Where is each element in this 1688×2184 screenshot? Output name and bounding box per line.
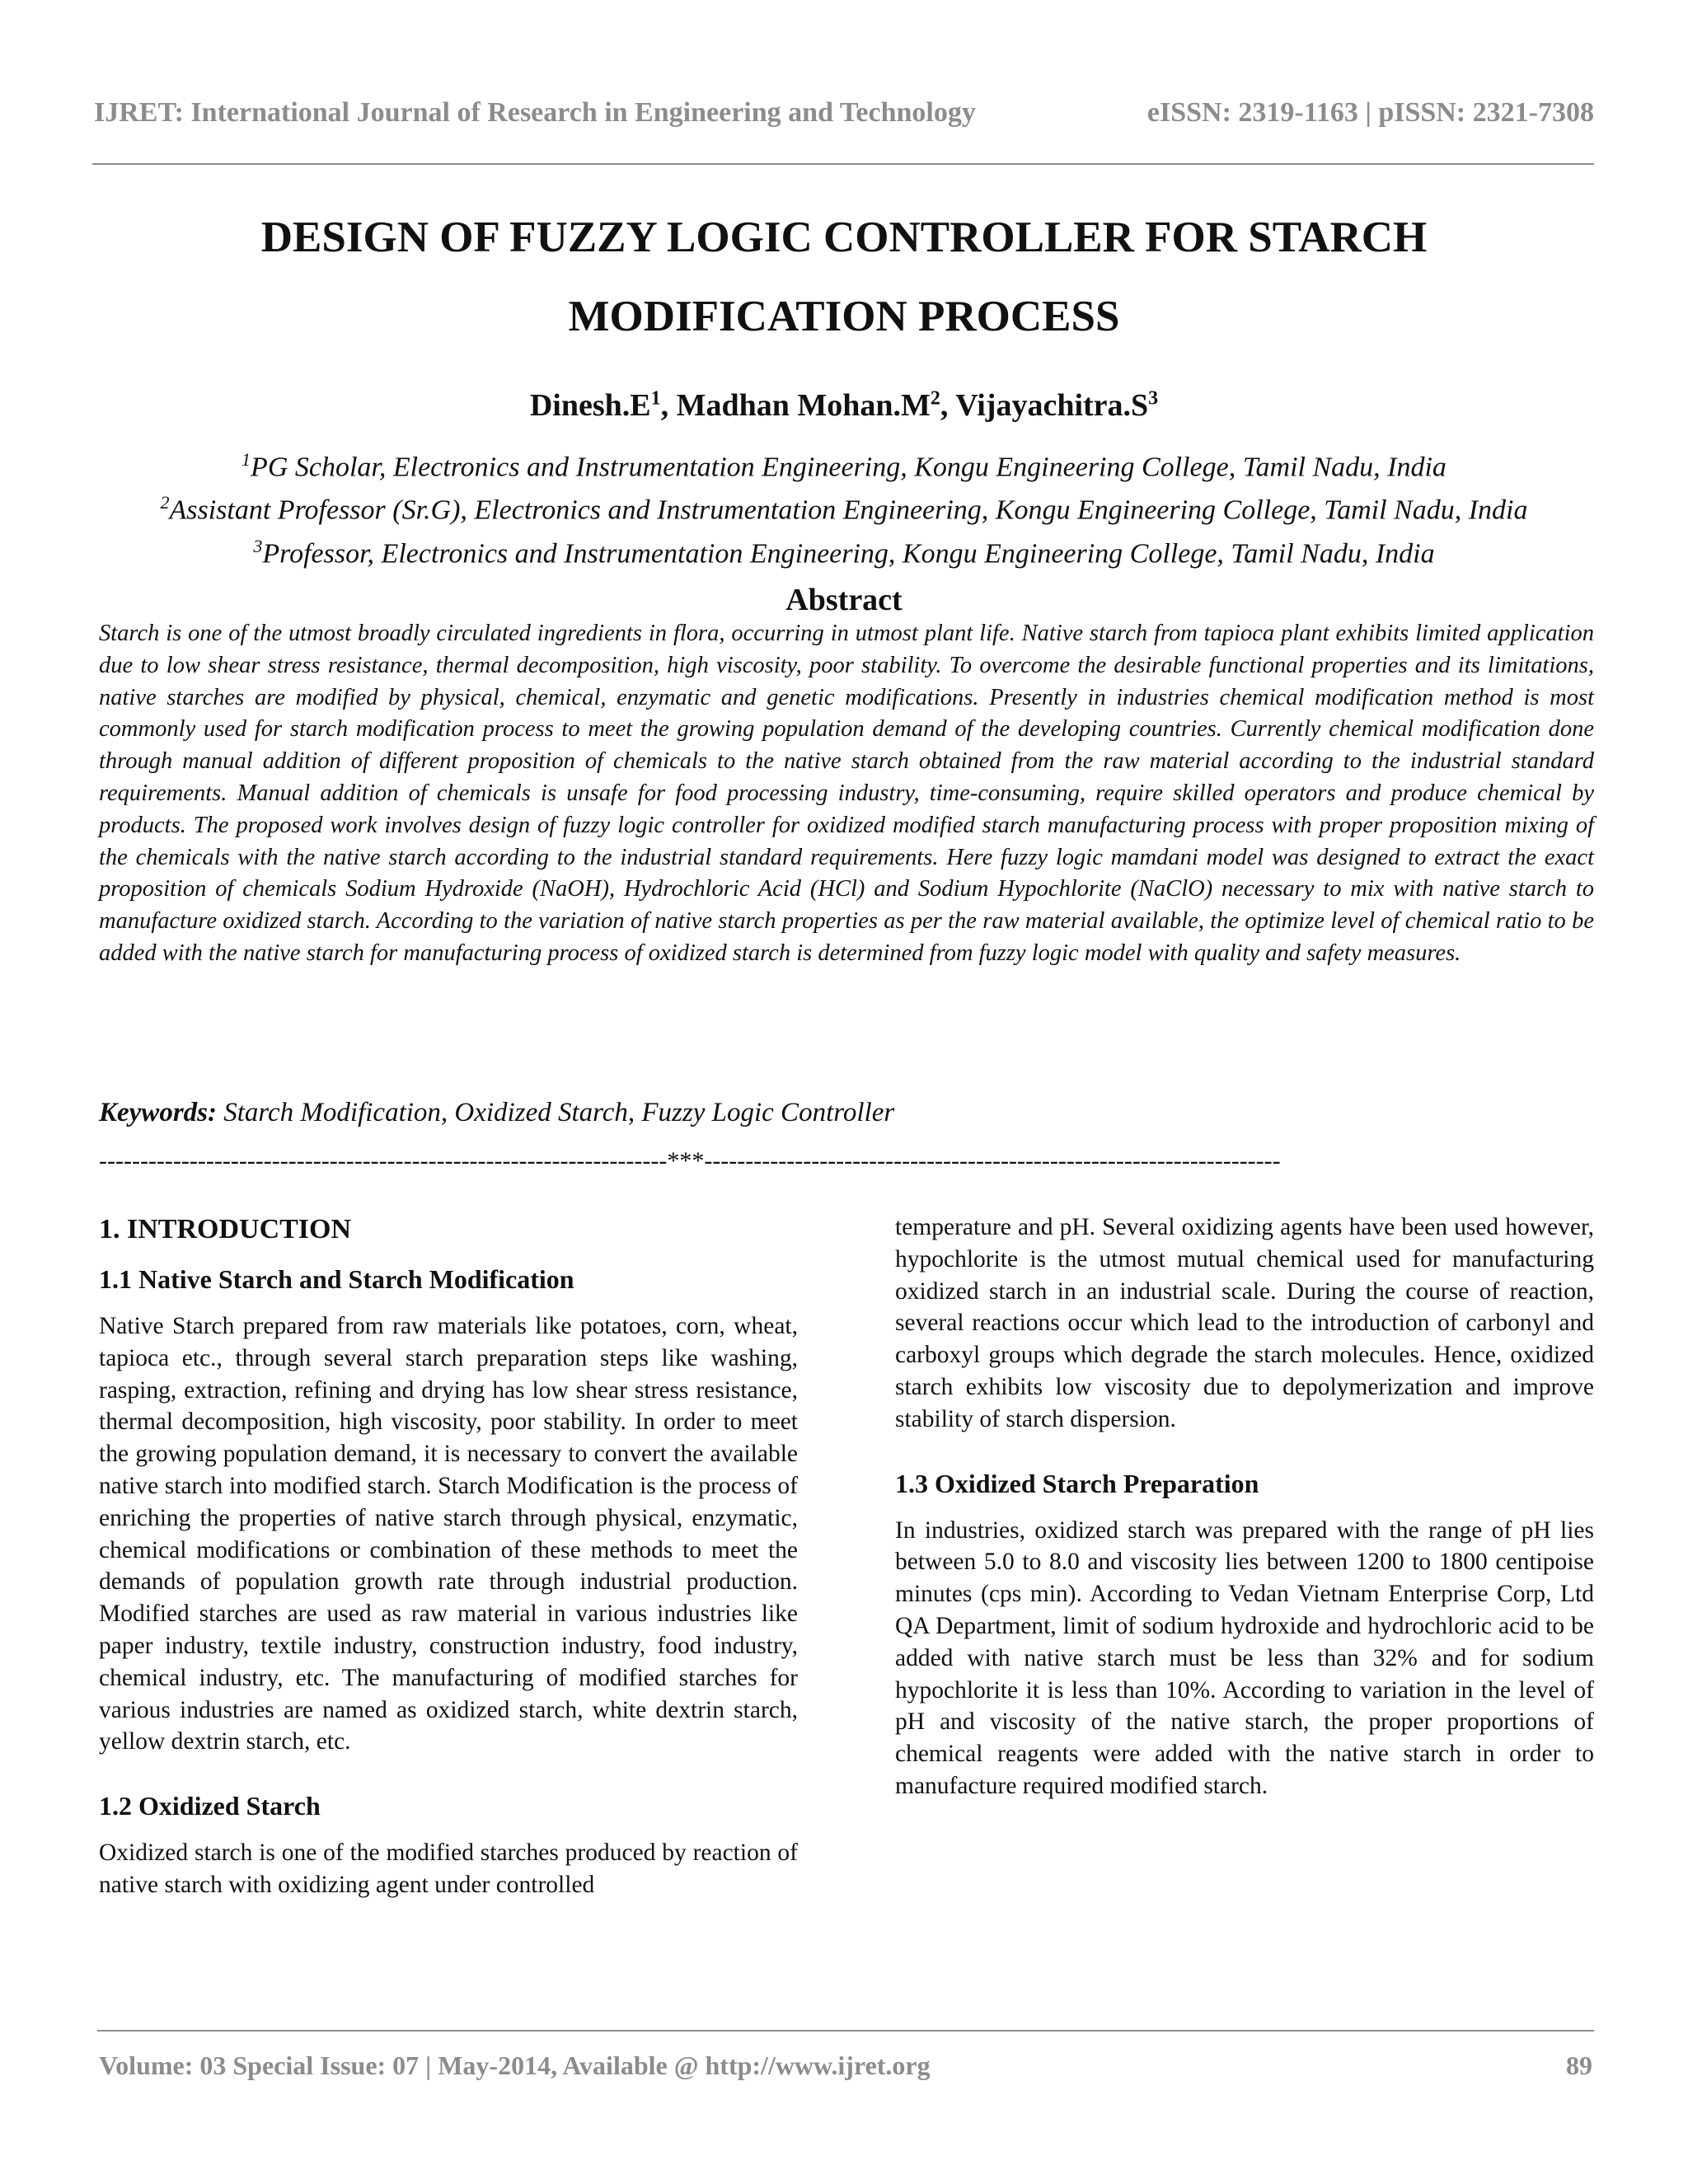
author-list [94, 387, 1594, 424]
paper-title [94, 198, 1594, 356]
abstract-heading: Abstract [785, 583, 903, 617]
subsection-heading-1-2: 1.2 Oxidized Starch [99, 1791, 321, 1821]
author-separator: , [660, 388, 677, 423]
title-line-1: DESIGN OF FUZZY LOGIC CONTROLLER FOR STARCH [260, 213, 1428, 261]
keywords-label: Keywords: [99, 1098, 217, 1127]
affiliation-text: PG Scholar, Electronics and Instrumentation Engineering, Kongu Engineering College, Tamil Nadu, India [251, 452, 1447, 483]
affiliation-line [94, 442, 1594, 485]
right-column [895, 1212, 1594, 1802]
author-affiliation-mark: 3 [1148, 387, 1159, 410]
affiliation-line [94, 485, 1594, 527]
affiliation-mark: 3 [253, 535, 263, 556]
subsection-heading-1-1: 1.1 Native Starch and Starch Modification [99, 1264, 574, 1294]
section-heading-introduction: 1. INTRODUCTION [99, 1214, 352, 1244]
issn-numbers: eISSN: 2319-1163 | pISSN: 2321-7308 [1146, 97, 1594, 128]
affiliation-line [94, 528, 1594, 571]
title-line-2: MODIFICATION PROCESS [568, 293, 1120, 340]
page-number: 89 [1566, 2050, 1592, 2080]
affiliation-mark: 2 [160, 492, 170, 513]
left-column [99, 1212, 798, 1901]
keywords [99, 1098, 1594, 1128]
paragraph-native-starch: Native Starch prepared from raw materials like potatoes, corn, wheat, tapioca etc., through several starch preparation steps like washing, rasping, extraction, refining and drying has low shear stress resistance, thermal decomposition, high viscosity, poor stability. In order to meet the growing population demand, it is necessary to convert the available native starch into modified starch. Starch Modification is the process of enriching the properties of native starch through physical, enzymatic, chemical modifications or combination of these methods to meet the demands of population growth rate through industrial production. Modified starches are used as raw material in various industries like paper industry, textile industry, construction industry, food industry, chemical industry, etc. The manufacturing of modified starches for various industries are named as oxidized starch, white dextrin starch, yellow dextrin starch, etc. [99, 1313, 798, 1755]
footer-rule [97, 2030, 1594, 2032]
running-header [94, 97, 1594, 138]
header-rule [92, 163, 1594, 165]
journal-name: IJRET: International Journal of Research in Engineering and Technology [94, 97, 976, 128]
subsection-heading-1-3: 1.3 Oxidized Starch Preparation [895, 1468, 1259, 1498]
paragraph-oxidized-starch-start: Oxidized starch is one of the modified starches produced by reaction of native starch with oxidizing agent under controlled [99, 1840, 798, 1898]
footer-volume-info: Volume: 03 Special Issue: 07 | May-2014, Available @ http://www.ijret.org [99, 2050, 931, 2080]
affiliation-mark: 1 [241, 449, 251, 470]
paragraph-oxidized-starch-cont: temperature and pH. Several oxidizing agents have been used however, hypochlorite is the utmost mutual chemical used for manufacturing oxidized starch in an industrial scale. During the course of reaction, several reactions occur which lead to the introduction of carbonyl and carboxyl groups which degrade the starch molecules. Hence, oxidized starch exhibits low viscosity due to depolymerization and improve stability of starch dispersion. [895, 1214, 1594, 1432]
author-name: Madhan Mohan.M [676, 388, 931, 423]
section-separator: ---------------------------------------------------------------------***---------------------------------------------------------------------- [99, 1147, 1281, 1174]
author-affiliation-mark: 2 [930, 387, 940, 410]
affiliation-text: Assistant Professor (Sr.G), Electronics and Instrumentation Engineering, Kongu Engineering College, Tamil Nadu, India [169, 494, 1528, 526]
abstract-text: Starch is one of the utmost broadly circulated ingredients in flora, occurring in utmost plant life. Native starch from tapioca plant exhibits limited application due to low shear stress resistance, thermal decomposition, high viscosity, poor stability. To overcome the desirable functional properties and its limitations, native starches are modified by physical, chemical, enzymatic and genetic modifications. Presently in industries chemical modification method is most commonly used for starch modification process to meet the growing population demand of the developing countries. Currently chemical modification done through manual addition of different proposition of chemicals to the native starch obtained from the raw material according to the industrial standard requirements. Manual addition of chemicals is unsafe for food processing industry, time-consuming, require skilled operators and produce chemical by products. The proposed work involves design of fuzzy logic controller for oxidized modified starch manufacturing process with proper proposition mixing of the chemicals with the native starch according to the industrial standard requirements. Here fuzzy logic mamdani model was designed to extract the exact proposition of chemicals Sodium Hydroxide (NaOH), Hydrochloric Acid (HCl) and Sodium Hypochlorite (NaClO) necessary to mix with native starch to manufacture oxidized starch. According to the variation of native starch properties as per the raw material available, the optimize level of chemical ratio to be added with the native starch for manufacturing process of oxidized starch is determined from fuzzy logic model with quality and safety measures. [99, 621, 1594, 966]
author-separator: , [940, 388, 956, 423]
paragraph-oxidized-starch-preparation: In industries, oxidized starch was prepared with the range of pH lies between 5.0 to 8.0 and viscosity lies between 1200 to 1800 centipoise minutes (cps min). According to Vedan Vietnam Enterprise Corp, Ltd QA Department, limit of sodium hydroxide and hydrochloric acid to be added with native starch must be less than 32% and for sodium hypochlorite it is less than 10%. According to variation in the level of pH and viscosity of the native starch, the proper proportions of chemical reagents were added with the native starch in order to manufacture required modified starch. [895, 1516, 1594, 1799]
affiliation-text: Professor, Electronics and Instrumentation Engineering, Kongu Engineering College, Tamil Nadu, India [262, 537, 1435, 569]
author-name: Dinesh.E [529, 388, 651, 423]
affiliation-list [94, 442, 1594, 571]
author-name: Vijayachitra.S [955, 388, 1149, 423]
keywords-text: Starch Modification, Oxidized Starch, Fuzzy Logic Controller [217, 1098, 895, 1127]
author-affiliation-mark: 1 [650, 387, 661, 410]
page-footer [99, 2050, 1592, 2088]
